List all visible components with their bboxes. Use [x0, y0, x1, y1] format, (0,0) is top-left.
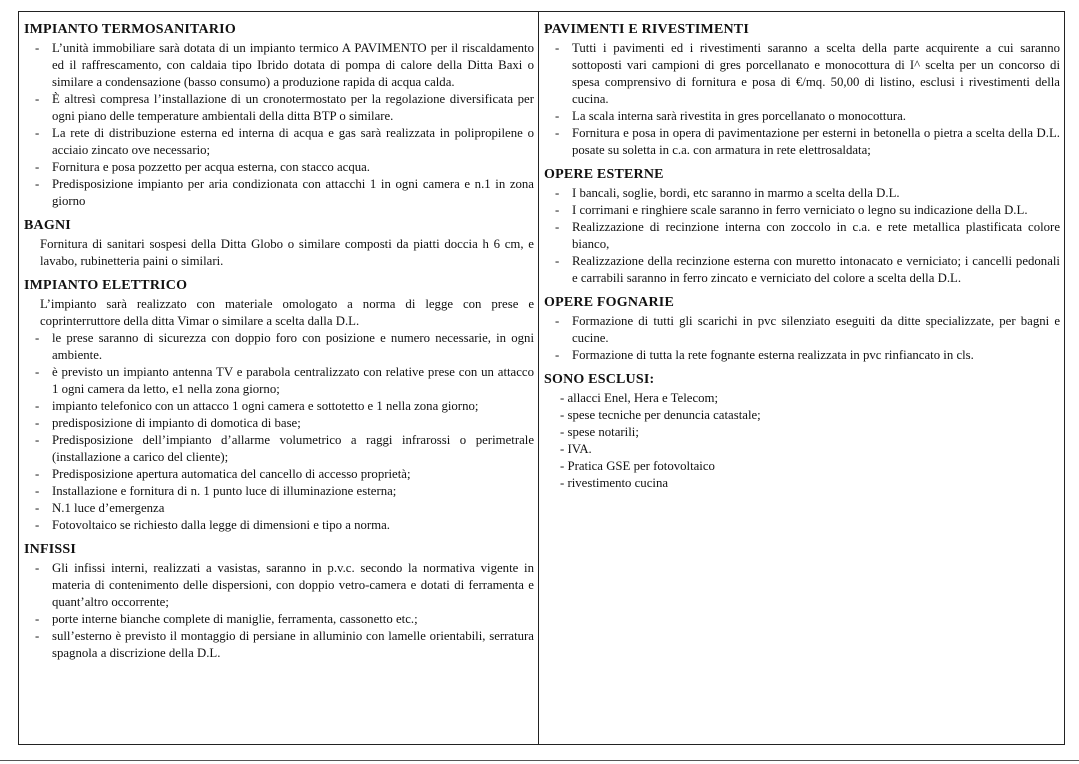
- section-heading: OPERE FOGNARIE: [544, 295, 674, 310]
- section-pavimenti-rivestimenti: [544, 21, 1060, 159]
- column-divider: [538, 11, 539, 745]
- list-item: - rivestimento cucina: [560, 476, 669, 490]
- list-item: - È altresì compresa l’installazione di un cronotermostato per la regolazione diversificata per ogni piano delle temperature ambientali della ditta BTP o similare.: [24, 91, 534, 125]
- section-paragraph: Fornitura di sanitari sospesi della Ditta Globo o similare composti da piatti doccia h 6 cm, e lavabo, rubinetteria paini o similari.: [40, 237, 534, 268]
- section-heading: SONO ESCLUSI:: [544, 372, 655, 387]
- list-item: - sull’esterno è previsto il montaggio di persiane in alluminio con lamelle orientabili, serratura spagnola a discrizione della D.L.: [24, 628, 534, 662]
- exclusions-list: [544, 390, 1060, 492]
- list-item: - Fotovoltaico se richiesto dalla legge di dimensioni e tipo a norma.: [24, 517, 534, 534]
- bullet-list: [24, 40, 534, 210]
- section-opere-fognarie: [544, 294, 1060, 364]
- list-item: - IVA.: [560, 442, 592, 456]
- section-heading: IMPIANTO ELETTRICO: [24, 278, 188, 293]
- left-column: [24, 15, 534, 669]
- list-item: - Fornitura e posa in opera di pavimentazione per esterni in betonella o pietra a scelta della D.L. posate su soletta in c.a. con armatura in rete elettrosaldata;: [544, 125, 1060, 159]
- list-item: - Gli infissi interni, realizzati a vasistas, saranno in p.v.c. secondo la normativa vigente in materia di contenimento delle dispersioni, con doppio vetro-camera e dotati di ferramenta e quant’altro occorrente;: [24, 560, 534, 611]
- section-bagni: [24, 217, 534, 270]
- bullet-list: [544, 40, 1060, 159]
- list-item: - L’unità immobiliare sarà dotata di un impianto termico A PAVIMENTO per il riscaldamento ed il raffrescamento, con caldaia tipo Ibrido dotata di pompa di calore della Ditta Baxi o similare a condensazione (basso consumo) a produzione rapida di acqua calda.: [24, 40, 534, 91]
- section-impianto-termosanitario: [24, 21, 534, 210]
- bullet-list: [24, 330, 534, 534]
- section-opere-esterne: [544, 166, 1060, 287]
- section-heading: OPERE ESTERNE: [544, 167, 664, 182]
- list-item: - le prese saranno di sicurezza con doppio foro con posizione e numero necessarie, in ogni ambiente.: [24, 330, 534, 364]
- list-item: - è previsto un impianto antenna TV e parabola centralizzato con relative prese con un attacco 1 ogni camera da letto, e1 nella zona giorno;: [24, 364, 534, 398]
- list-item: - Fornitura e posa pozzetto per acqua esterna, con stacco acqua.: [24, 159, 534, 176]
- list-item: - impianto telefonico con un attacco 1 ogni camera e sottotetto e 1 nella zona giorno;: [24, 398, 534, 415]
- section-paragraph: L’impianto sarà realizzato con materiale omologato a norma di legge con prese e coprinterruttore della ditta Vimar o similare a scelta dalla D.L.: [40, 297, 534, 328]
- list-item: - La rete di distribuzione esterna ed interna di acqua e gas sarà realizzata in polipropilene o acciaio zincato ove necessario;: [24, 125, 534, 159]
- list-item: - Predisposizione apertura automatica del cancello di accesso proprietà;: [24, 466, 534, 483]
- list-item: - N.1 luce d’emergenza: [24, 500, 534, 517]
- bullet-list: [24, 560, 534, 662]
- section-sono-esclusi: [544, 371, 1060, 492]
- list-item: - spese notarili;: [560, 425, 639, 439]
- bullet-list: [544, 313, 1060, 364]
- footer-rule: [0, 760, 1079, 761]
- list-item: - Installazione e fornitura di n. 1 punto luce di illuminazione esterna;: [24, 483, 534, 500]
- list-item: - Pratica GSE per fotovoltaico: [560, 459, 715, 473]
- list-item: - Tutti i pavimenti ed i rivestimenti saranno a scelta della parte acquirente a cui saranno sottoposti vari campioni di gres porcellanato e monocottura di I^ scelta per un concorso di spesa comprensivo di fornitura e posa di €/mq. 50,00 di listino, esclusi i rivestimenti della cucina.: [544, 40, 1060, 108]
- list-item: - predisposizione di impianto di domotica di base;: [24, 415, 534, 432]
- list-item: - La scala interna sarà rivestita in gres porcellanato o monocottura.: [544, 108, 1060, 125]
- list-item: - I bancali, soglie, bordi, etc saranno in marmo a scelta della D.L.: [544, 185, 1060, 202]
- list-item: - Predisposizione impianto per aria condizionata con attacchi 1 in ogni camera e n.1 in zona giorno: [24, 176, 534, 210]
- section-infissi: [24, 541, 534, 662]
- section-heading: PAVIMENTI E RIVESTIMENTI: [544, 22, 749, 37]
- list-item: - spese tecniche per denuncia catastale;: [560, 408, 761, 422]
- list-item: - Predisposizione dell’impianto d’allarme volumetrico a raggi infrarossi o perimetrale (installazione a carico del cliente);: [24, 432, 534, 466]
- section-heading: IMPIANTO TERMOSANITARIO: [24, 22, 236, 37]
- list-item: - allacci Enel, Hera e Telecom;: [560, 391, 719, 405]
- list-item: - Realizzazione di recinzione interna con zoccolo in c.a. e rete metallica plastificata colore bianco,: [544, 219, 1060, 253]
- list-item: - Formazione di tutti gli scarichi in pvc silenziato eseguiti da ditte specializzate, per bagni e cucine.: [544, 313, 1060, 347]
- section-impianto-elettrico: [24, 277, 534, 534]
- bullet-list: [544, 185, 1060, 287]
- section-heading: BAGNI: [24, 218, 71, 233]
- list-item: - Realizzazione della recinzione esterna con muretto intonacato e verniciato; i cancelli pedonali e carrabili saranno in ferro zincato e verniciato del colore a scelta della D.L.: [544, 253, 1060, 287]
- list-item: - I corrimani e ringhiere scale saranno in ferro verniciato o legno su indicazione della D.L.: [544, 202, 1060, 219]
- section-heading: INFISSI: [24, 542, 76, 557]
- right-column: [544, 15, 1060, 499]
- list-item: - Formazione di tutta la rete fognante esterna realizzata in pvc rinfiancato in cls.: [544, 347, 1060, 364]
- list-item: - porte interne bianche complete di maniglie, ferramenta, cassonetto etc.;: [24, 611, 534, 628]
